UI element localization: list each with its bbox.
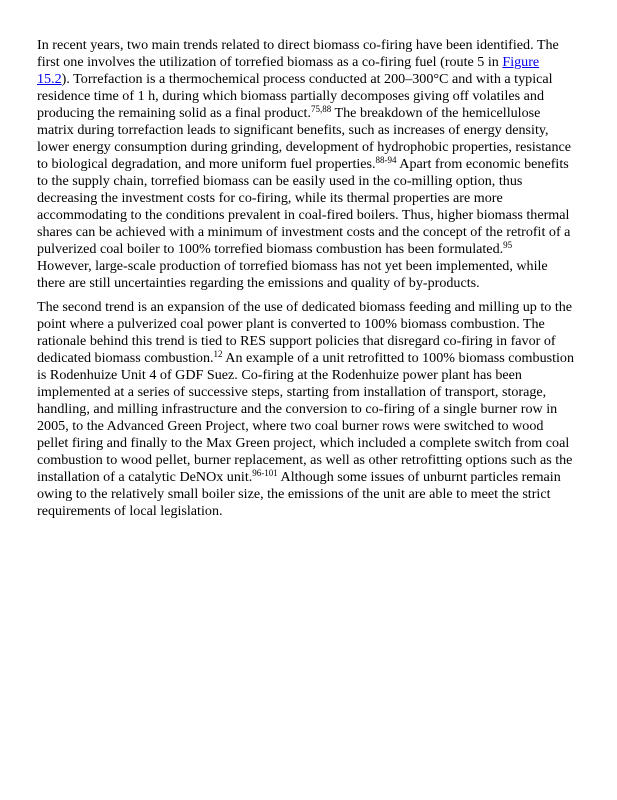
text-line <box>37 316 597 333</box>
text-segment: pulverized coal boiler to 100% torrefied biomass combustion has been formulated. <box>37 241 504 257</box>
text-line <box>37 333 597 350</box>
text-line <box>37 224 597 241</box>
citation-reference: 12 <box>213 349 223 359</box>
text-line <box>37 258 597 275</box>
text-segment: Apart from economic benefits <box>396 156 569 172</box>
text-line <box>37 350 597 367</box>
citation-reference: 75,88 <box>310 104 332 114</box>
text-line <box>37 503 597 520</box>
text-line <box>37 122 597 139</box>
text-line <box>37 452 597 469</box>
text-segment: installation of a catalytic DeNOx unit. <box>37 469 253 485</box>
text-segment: The breakdown of the hemicellulose <box>331 105 541 121</box>
text-segment: point where a pulverized coal power plant is converted to 100% biomass combustion. The <box>37 316 545 332</box>
text-segment: implemented at a series of successive steps, starting from installation of transport, storage, <box>37 384 547 400</box>
text-segment: combustion to wood pellet, burner replacement, as well as other retrofitting options such as the <box>37 452 573 468</box>
text-segment: to biological degradation, and more uniform fuel properties. <box>37 156 376 172</box>
text-line <box>37 241 597 258</box>
text-line <box>37 54 597 71</box>
text-segment: residence time of 1 h, during which biomass partially decomposes giving off volatiles and <box>37 88 545 104</box>
text-line <box>37 367 597 384</box>
text-segment: there are still uncertainties regarding the emissions and quality of by-products. <box>37 275 480 291</box>
document-body <box>37 37 597 527</box>
text-line <box>37 37 597 54</box>
text-line <box>37 418 597 435</box>
text-line <box>37 207 597 224</box>
text-line <box>37 486 597 503</box>
text-line <box>37 88 597 105</box>
text-line <box>37 173 597 190</box>
text-line <box>37 190 597 207</box>
text-segment: The second trend is an expansion of the use of dedicated biomass feeding and milling up to the <box>37 299 573 315</box>
figure-link[interactable]: Figure <box>502 54 540 70</box>
text-line <box>37 384 597 401</box>
text-line <box>37 435 597 452</box>
text-segment: An example of a unit retrofitted to 100% biomass combustion <box>222 350 575 366</box>
text-line <box>37 401 597 418</box>
text-segment: first one involves the utilization of torrefied biomass as a co-firing fuel (route 5 in <box>37 54 503 70</box>
text-segment: is Rodenhuize Unit 4 of GDF Suez. Co-firing at the Rodenhuize power plant has been <box>37 367 522 383</box>
text-segment: to the supply chain, torrefied biomass can be easily used in the co-milling option, thus <box>37 173 523 189</box>
citation-reference: 95 <box>503 240 513 250</box>
text-line <box>37 71 597 88</box>
text-segment: accommodating to the conditions prevalent in coal-fired boilers. Thus, higher biomass thermal <box>37 207 570 223</box>
text-segment: In recent years, two main trends related to direct biomass co-firing have been identified. The <box>37 37 559 53</box>
citation-reference: 96-101 <box>252 468 278 478</box>
text-segment: requirements of local legislation. <box>37 503 223 519</box>
text-segment: ). Torrefaction is a thermochemical process conducted at 200–300°C and with a typical <box>61 71 553 87</box>
paragraph <box>37 299 597 520</box>
text-segment: 2005, to the Advanced Green Project, where two coal burner rows were switched to wood <box>37 418 544 434</box>
text-segment: However, large-scale production of torrefied biomass has not yet been implemented, while <box>37 258 548 274</box>
citation-reference: 88-94 <box>375 155 397 165</box>
figure-link[interactable]: 15.2 <box>37 71 62 87</box>
text-line <box>37 105 597 122</box>
text-line <box>37 469 597 486</box>
text-segment: producing the remaining solid as a final product. <box>37 105 311 121</box>
text-segment: Although some issues of unburnt particles remain <box>277 469 561 485</box>
text-segment: shares can be achieved with a minimum of investment costs and the concept of the retrofit of a <box>37 224 571 240</box>
text-segment: lower energy consumption during grinding, development of hydrophobic properties, resistance <box>37 139 572 155</box>
text-segment: rationale behind this trend is tied to RES support policies that disregard co-firing in favor of <box>37 333 556 349</box>
paragraph <box>37 37 597 292</box>
text-line <box>37 299 597 316</box>
text-segment: handling, and milling infrastructure and the conversion to co-firing of a single burner row in <box>37 401 558 417</box>
text-line <box>37 275 597 292</box>
text-segment: pellet firing and finally to the Max Green project, which included a complete switch from coal <box>37 435 570 451</box>
text-line <box>37 156 597 173</box>
text-segment: decreasing the investment costs for co-firing, while its thermal properties are more <box>37 190 503 206</box>
text-line <box>37 139 597 156</box>
text-segment: dedicated biomass combustion. <box>37 350 214 366</box>
text-segment: matrix during torrefaction leads to significant benefits, such as increases of energy density, <box>37 122 549 138</box>
text-segment: owing to the relatively small boiler size, the emissions of the unit are able to meet the strict <box>37 486 551 502</box>
